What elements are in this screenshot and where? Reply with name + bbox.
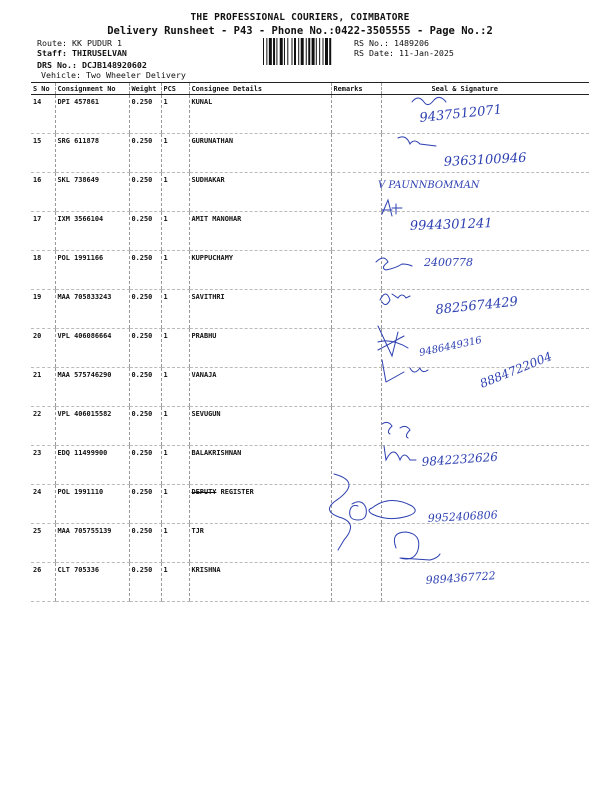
- vehicle-line: [41, 70, 186, 80]
- cell-pcs: 1: [161, 290, 189, 329]
- header-pcs: PCS: [161, 83, 189, 95]
- cell-weight: 0.250: [129, 446, 161, 485]
- cell-consignment: POL 1991110: [55, 485, 129, 524]
- table-row: [31, 446, 589, 485]
- cell-signature: [381, 563, 589, 602]
- handwritten-phone: 2400778: [424, 256, 473, 269]
- cell-consignee: SEVUGUN: [189, 407, 331, 446]
- barcode-bar: [284, 38, 285, 65]
- cell-consignee: [189, 485, 331, 524]
- vehicle-label: Vehicle:: [41, 70, 81, 80]
- cell-consignee: KRISHNA: [189, 563, 331, 602]
- cell-sno: 22: [31, 407, 55, 446]
- company-name: THE PROFESSIONAL COURIERS, COIMBATORE: [190, 12, 410, 23]
- cell-sno: 14: [31, 95, 55, 134]
- drs-value: DCJB148920602: [81, 60, 147, 70]
- cell-remarks: [331, 329, 381, 368]
- barcode-bar: [325, 38, 328, 65]
- cell-weight: 0.250: [129, 290, 161, 329]
- consignment-table: [31, 82, 589, 602]
- rs-no-line: [354, 38, 429, 48]
- cell-weight: 0.250: [129, 212, 161, 251]
- cell-pcs: 1: [161, 329, 189, 368]
- header-consignee: Consignee Details: [189, 83, 331, 95]
- cell-sno: 15: [31, 134, 55, 173]
- cell-consignment: POL 1991166: [55, 251, 129, 290]
- rs-no-value: 1489206: [393, 38, 429, 48]
- rs-date-line: [354, 48, 454, 58]
- cell-sno: 25: [31, 524, 55, 563]
- handwritten-phone: 9486449316: [418, 334, 483, 359]
- rs-date-label: RS Date:: [354, 48, 394, 58]
- barcode-bar: [287, 38, 288, 65]
- staff-value: THIRUSELVAN: [71, 48, 127, 58]
- header-sno: S No: [31, 83, 55, 95]
- cell-remarks: [331, 134, 381, 173]
- cell-remarks: [331, 251, 381, 290]
- cell-pcs: 1: [161, 368, 189, 407]
- barcode-bar: [312, 38, 315, 65]
- cell-consignee: KUPPUCHAMY: [189, 251, 331, 290]
- route-value: KK PUDUR 1: [71, 38, 122, 48]
- cell-signature: [381, 251, 589, 290]
- barcode-bar: [306, 38, 307, 65]
- cell-weight: 0.250: [129, 524, 161, 563]
- cell-consignee: SUDHAKAR: [189, 173, 331, 212]
- cell-sno: 17: [31, 212, 55, 251]
- barcode-bar: [316, 38, 317, 65]
- cell-pcs: 1: [161, 446, 189, 485]
- table-row: [31, 485, 589, 524]
- cell-pcs: 1: [161, 173, 189, 212]
- barcode-bar: [273, 38, 275, 65]
- cell-pcs: 1: [161, 95, 189, 134]
- rs-date-value: 11-Jan-2025: [398, 48, 454, 58]
- header-consignment: Consignment No: [55, 83, 129, 95]
- cell-sno: 18: [31, 251, 55, 290]
- cell-consignee: GURUNATHAN: [189, 134, 331, 173]
- cell-consignee: BALAKRISHNAN: [189, 446, 331, 485]
- cell-signature: [381, 329, 589, 368]
- cell-consignee: VANAJA: [189, 368, 331, 407]
- cell-pcs: 1: [161, 212, 189, 251]
- route-label: Route:: [37, 38, 67, 48]
- cell-remarks: [331, 95, 381, 134]
- header-remarks: Remarks: [331, 83, 381, 95]
- table-row: [31, 95, 589, 134]
- drs-label: DRS No.:: [37, 60, 77, 70]
- cell-remarks: [331, 485, 381, 524]
- barcode-bar: [263, 38, 264, 65]
- consignee-text: REGISTER: [220, 488, 254, 496]
- drs-line: [37, 60, 147, 70]
- cell-pcs: 1: [161, 524, 189, 563]
- rs-no-label: RS No.:: [354, 38, 389, 48]
- cell-sno: 23: [31, 446, 55, 485]
- cell-pcs: 1: [161, 563, 189, 602]
- barcode-bar: [301, 38, 304, 65]
- cell-weight: 0.250: [129, 134, 161, 173]
- table-row: [31, 290, 589, 329]
- cell-signature: [381, 95, 589, 134]
- barcode-bar: [329, 38, 331, 65]
- header-signature: Seal & Signature: [381, 83, 589, 95]
- cell-consignment: VPL 406015582: [55, 407, 129, 446]
- table-row: [31, 134, 589, 173]
- cell-weight: 0.250: [129, 173, 161, 212]
- cell-remarks: [331, 407, 381, 446]
- cell-sno: 20: [31, 329, 55, 368]
- cell-sno: 16: [31, 173, 55, 212]
- table-row: [31, 251, 589, 290]
- cell-sno: 21: [31, 368, 55, 407]
- cell-consignee: TJR: [189, 524, 331, 563]
- barcode-bar: [292, 38, 293, 65]
- cell-pcs: 1: [161, 407, 189, 446]
- barcode-bar: [280, 38, 283, 65]
- cell-consignment: IXM 3566104: [55, 212, 129, 251]
- cell-remarks: [331, 563, 381, 602]
- struck-text: DEPUTY: [191, 488, 217, 496]
- barcode-bar: [294, 38, 296, 65]
- cell-weight: 0.250: [129, 95, 161, 134]
- cell-pcs: 1: [161, 485, 189, 524]
- cell-weight: 0.250: [129, 251, 161, 290]
- cell-consignment: CLT 705336: [55, 563, 129, 602]
- cell-signature: [381, 173, 589, 212]
- runsheet-title: Delivery Runsheet - P43 - Phone No.:0422-3505555 - Page No.:2: [107, 25, 493, 37]
- cell-sno: 24: [31, 485, 55, 524]
- cell-signature: [381, 407, 589, 446]
- cell-remarks: [331, 446, 381, 485]
- cell-consignment: VPL 406086664: [55, 329, 129, 368]
- handwritten-phone: 8884722004: [477, 349, 554, 391]
- vehicle-value: Two Wheeler Delivery: [85, 70, 186, 80]
- cell-consignee: KUNAL: [189, 95, 331, 134]
- cell-weight: 0.250: [129, 485, 161, 524]
- table-row: [31, 563, 589, 602]
- table-header-row: [31, 83, 589, 95]
- cell-consignee: AMIT MANOHAR: [189, 212, 331, 251]
- cell-weight: 0.250: [129, 368, 161, 407]
- barcode-bar: [276, 38, 277, 65]
- cell-remarks: [331, 290, 381, 329]
- cell-sno: 19: [31, 290, 55, 329]
- cell-signature: [381, 485, 589, 524]
- barcode-bar: [269, 38, 272, 65]
- cell-consignment: MAA 575746290: [55, 368, 129, 407]
- cell-signature: [381, 446, 589, 485]
- cell-signature: [381, 290, 589, 329]
- handwritten-phone: 9363100946: [443, 150, 527, 170]
- table-row: [31, 524, 589, 563]
- cell-remarks: [331, 212, 381, 251]
- handwritten-name: V PAUNNBOMMAN: [378, 180, 480, 191]
- barcode-bar: [266, 38, 267, 65]
- handwritten-phone: 9894367722: [425, 569, 497, 587]
- cell-consignee: PRABHU: [189, 329, 331, 368]
- handwritten-phone: 9437512071: [418, 102, 503, 126]
- barcode-bar: [298, 38, 299, 65]
- cell-weight: 0.250: [129, 563, 161, 602]
- cell-consignment: DPI 457861: [55, 95, 129, 134]
- cell-pcs: 1: [161, 134, 189, 173]
- cell-sno: 26: [31, 563, 55, 602]
- cell-remarks: [331, 524, 381, 563]
- staff-line: [37, 48, 127, 58]
- table-row: [31, 212, 589, 251]
- table-row: [31, 329, 589, 368]
- handwritten-phone: 9952406806: [427, 508, 499, 525]
- handwritten-phone: 8825674429: [434, 294, 519, 318]
- cell-consignment: EDQ 11499900: [55, 446, 129, 485]
- cell-signature: [381, 212, 589, 251]
- route-line: [37, 38, 122, 48]
- cell-consignment: MAA 705755139: [55, 524, 129, 563]
- cell-signature: [381, 368, 589, 407]
- cell-weight: 0.250: [129, 407, 161, 446]
- barcode-bar: [319, 38, 320, 65]
- handwritten-phone: 9944301241: [409, 216, 493, 234]
- cell-consignment: MAA 705833243: [55, 290, 129, 329]
- barcode-bar: [323, 38, 324, 65]
- table-row: [31, 173, 589, 212]
- cell-consignee: SAVITHRI: [189, 290, 331, 329]
- handwritten-phone: 9842232626: [421, 449, 499, 469]
- barcode-bar: [308, 38, 310, 65]
- table-row: [31, 368, 589, 407]
- cell-signature: [381, 524, 589, 563]
- cell-pcs: 1: [161, 251, 189, 290]
- cell-weight: 0.250: [129, 329, 161, 368]
- cell-consignment: SRG 611878: [55, 134, 129, 173]
- cell-remarks: [331, 368, 381, 407]
- cell-signature: [381, 134, 589, 173]
- cell-consignment: SKL 738649: [55, 173, 129, 212]
- cell-remarks: [331, 173, 381, 212]
- barcode: [263, 38, 348, 65]
- header-weight: Weight: [129, 83, 161, 95]
- staff-label: Staff:: [37, 48, 67, 58]
- table-row: [31, 407, 589, 446]
